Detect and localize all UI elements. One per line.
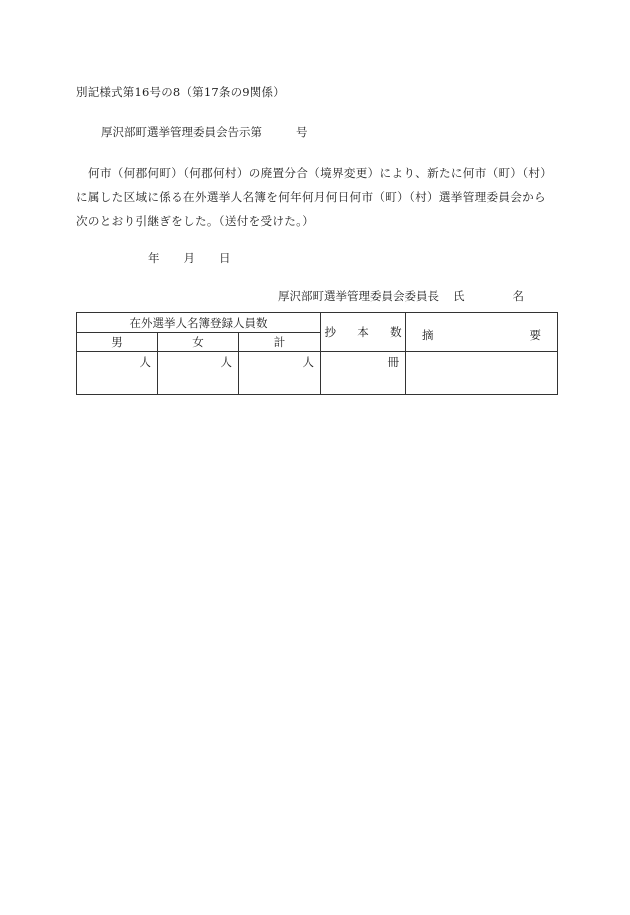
chairman-title: 厚沢部町選挙管理委員会委員長 xyxy=(278,289,439,303)
chairman-line xyxy=(278,288,524,304)
male-unit: 人 xyxy=(139,355,151,369)
copies-char-1: 抄 xyxy=(324,325,336,339)
summary-cell xyxy=(406,352,558,395)
table-header-row xyxy=(77,313,558,333)
female-cell xyxy=(158,352,239,395)
total-unit: 人 xyxy=(302,355,315,369)
copies-unit: 冊 xyxy=(387,355,400,369)
copies-char-3: 数 xyxy=(390,325,402,339)
date-line xyxy=(148,250,231,266)
summary-header xyxy=(406,313,558,352)
copies-char-2: 本 xyxy=(357,325,369,339)
total-cell xyxy=(239,352,321,395)
date-month: 月 xyxy=(183,251,195,265)
male-cell xyxy=(77,352,158,395)
name-label-first: 氏 xyxy=(453,289,465,303)
total-header: 計 xyxy=(239,333,321,352)
form-label: 別記様式第16号の8（第17条の9関係） xyxy=(76,85,285,99)
female-unit: 人 xyxy=(220,355,232,369)
registry-table xyxy=(76,312,558,395)
date-day: 日 xyxy=(219,251,231,265)
notice-body-text: 何市（何郡何町）（何郡何村）の廃置分合（境界変更）により、新たに何市（町）（村）に属した区域に係る在外選挙人名簿を何年何月何日何市（町）（村）選挙管理委員会から次のとおり引継ぎをした。（送付を受けた。） xyxy=(76,166,553,228)
date-year: 年 xyxy=(148,251,160,265)
table-data-row xyxy=(77,352,558,395)
copies-header xyxy=(321,313,406,352)
copies-cell xyxy=(321,352,406,395)
notice-title xyxy=(101,124,308,140)
notice-title-prefix: 厚沢部町選挙管理委員会告示第 xyxy=(101,125,262,139)
name-label-second: 名 xyxy=(512,289,524,303)
notice-body xyxy=(76,161,556,233)
female-header: 女 xyxy=(158,333,239,352)
registered-count-header: 在外選挙人名簿登録人員数 xyxy=(77,313,321,333)
notice-title-suffix: 号 xyxy=(296,125,308,139)
male-header: 男 xyxy=(77,333,158,352)
summary-char-2: 要 xyxy=(529,328,542,342)
summary-char-1: 摘 xyxy=(422,328,434,342)
